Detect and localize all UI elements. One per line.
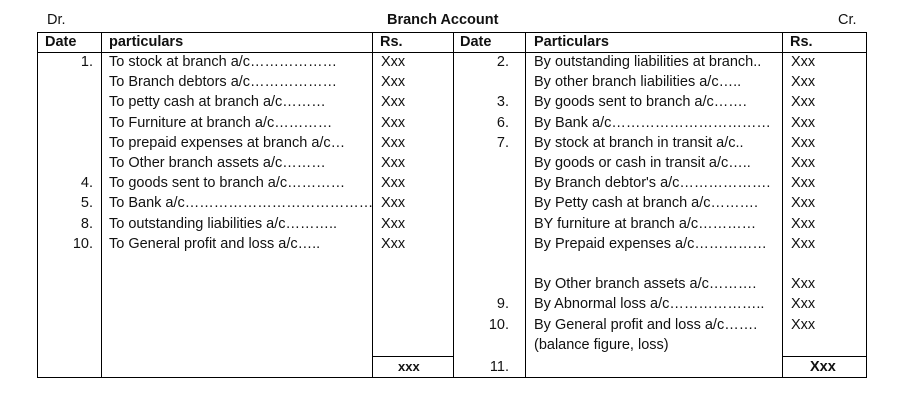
debit-row-date bbox=[37, 133, 93, 153]
debit-row-amount: Xxx bbox=[381, 115, 406, 131]
credit-label: Cr. bbox=[838, 12, 857, 28]
credit-row-particular: By General profit and loss a/c……. bbox=[534, 317, 758, 333]
credit-row-particular: By Prepaid expenses a/c…………… bbox=[534, 236, 767, 252]
debit-row-amount: Xxx bbox=[381, 94, 406, 110]
debit-row-particular: To stock at branch a/c……………… bbox=[109, 54, 338, 70]
debit-row-date bbox=[37, 113, 93, 133]
debit-row-particular: To Branch debtors a/c……………… bbox=[109, 74, 338, 90]
credit-row-particular: By other branch liabilities a/c….. bbox=[534, 74, 742, 90]
debit-row-amount: Xxx bbox=[381, 54, 406, 70]
debit-row-particular: To prepaid expenses at branch a/c… bbox=[109, 135, 346, 151]
credit-row-date: 2. bbox=[496, 54, 509, 70]
header-rs-left: Rs. bbox=[380, 34, 403, 50]
debit-label: Dr. bbox=[47, 12, 66, 28]
credit-row-amount: Xxx bbox=[791, 236, 816, 252]
credit-row-particular: BY furniture at branch a/c………… bbox=[534, 216, 757, 232]
credit-row-particular: By Bank a/c…………………………… bbox=[534, 115, 771, 131]
credit-row-amount: Xxx bbox=[791, 216, 816, 232]
debit-row-date: 5. bbox=[80, 195, 93, 211]
debit-row-amount: Xxx bbox=[381, 155, 406, 171]
credit-row-date bbox=[453, 214, 509, 234]
credit-row-particular: By Other branch assets a/c………. bbox=[534, 276, 757, 292]
table-bottom-border bbox=[37, 377, 867, 378]
column-line bbox=[866, 32, 867, 378]
credit-row-amount: Xxx bbox=[791, 155, 816, 171]
header-rs-right: Rs. bbox=[790, 34, 813, 50]
credit-row-date bbox=[453, 335, 509, 355]
debit-row-date: 8. bbox=[80, 216, 93, 232]
right-total-amount: Xxx bbox=[810, 359, 836, 375]
credit-row-date bbox=[453, 193, 509, 213]
credit-row-particular: By goods or cash in transit a/c….. bbox=[534, 155, 751, 171]
header-date-right: Date bbox=[460, 34, 492, 50]
credit-row-particular: By Petty cash at branch a/c………. bbox=[534, 195, 759, 211]
credit-row-date bbox=[453, 173, 509, 193]
debit-row-particular: To outstanding liabilities a/c……….. bbox=[109, 216, 338, 232]
credit-row-date bbox=[453, 234, 509, 254]
debit-row-amount: Xxx bbox=[381, 135, 406, 151]
debit-row-particular: To goods sent to branch a/c………… bbox=[109, 175, 346, 191]
debit-row-particular: To petty cash at branch a/c……… bbox=[109, 94, 326, 110]
credit-row-date: 7. bbox=[496, 135, 509, 151]
credit-row-particular: By stock at branch in transit a/c.. bbox=[534, 135, 744, 151]
credit-row-particular: By goods sent to branch a/c……. bbox=[534, 94, 747, 110]
credit-row-date bbox=[453, 254, 509, 274]
credit-row-particular: By outstanding liabilities at branch.. bbox=[534, 54, 762, 70]
header-particulars-right: Particulars bbox=[534, 34, 609, 50]
debit-row-amount: Xxx bbox=[381, 175, 406, 191]
header-date-left: Date bbox=[45, 34, 77, 50]
column-line bbox=[525, 32, 526, 378]
credit-row-particular: (balance figure, loss) bbox=[534, 337, 669, 353]
credit-row-amount: Xxx bbox=[791, 195, 816, 211]
credit-row-date bbox=[453, 153, 509, 173]
debit-row-date: 4. bbox=[80, 175, 93, 191]
debit-row-date bbox=[37, 72, 93, 92]
credit-row-amount: Xxx bbox=[791, 74, 816, 90]
debit-row-date: 10. bbox=[72, 236, 93, 252]
header-particulars-left: particulars bbox=[109, 34, 184, 50]
debit-row-date bbox=[37, 153, 93, 173]
left-total-amount: xxx bbox=[398, 359, 420, 374]
debit-row-particular: To Furniture at branch a/c………… bbox=[109, 115, 333, 131]
column-line bbox=[101, 32, 102, 378]
credit-row-date bbox=[453, 72, 509, 92]
credit-row-particular: By Branch debtor's a/c………………. bbox=[534, 175, 771, 191]
debit-row-date bbox=[37, 92, 93, 112]
debit-row-amount: Xxx bbox=[381, 236, 406, 252]
credit-row-particular: By Abnormal loss a/c……………….. bbox=[534, 296, 765, 312]
credit-row-date: 6. bbox=[496, 115, 509, 131]
credit-row-amount: Xxx bbox=[791, 54, 816, 70]
credit-row-amount: Xxx bbox=[791, 135, 816, 151]
credit-row-date: 10. bbox=[488, 317, 509, 333]
debit-row-date: 1. bbox=[80, 54, 93, 70]
debit-row-amount: Xxx bbox=[381, 74, 406, 90]
credit-row-amount: Xxx bbox=[791, 175, 816, 191]
credit-row-date: 9. bbox=[496, 296, 509, 312]
credit-row-amount: Xxx bbox=[791, 94, 816, 110]
page-title: Branch Account bbox=[387, 12, 499, 28]
credit-row-amount: Xxx bbox=[791, 276, 816, 292]
debit-row-particular: To General profit and loss a/c….. bbox=[109, 236, 321, 252]
credit-row-amount: Xxx bbox=[791, 296, 816, 312]
credit-row-date: 3. bbox=[496, 94, 509, 110]
credit-row-date bbox=[453, 274, 509, 294]
debit-row-particular: To Other branch assets a/c……… bbox=[109, 155, 326, 171]
debit-row-amount: Xxx bbox=[381, 216, 406, 232]
credit-row-amount: Xxx bbox=[791, 317, 816, 333]
debit-row-particular: To Bank a/c………………………………… bbox=[109, 195, 374, 211]
debit-row-amount: Xxx bbox=[381, 195, 406, 211]
right-total-date: 11. bbox=[489, 359, 509, 375]
column-line bbox=[782, 32, 783, 378]
credit-row-amount: Xxx bbox=[791, 115, 816, 131]
